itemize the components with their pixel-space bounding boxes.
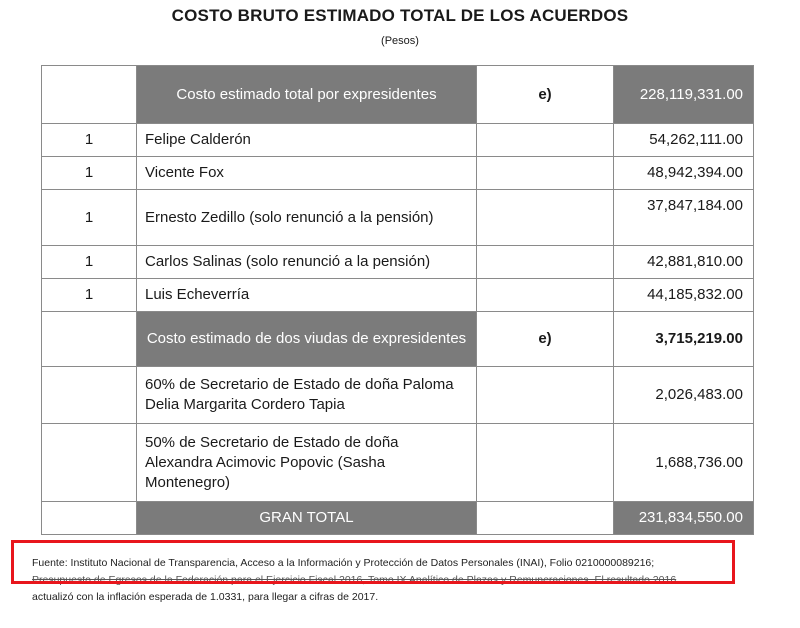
empty-cell: [477, 367, 614, 424]
empty-cell: [42, 502, 137, 535]
cost-table: [41, 65, 754, 535]
table-title: COSTO BRUTO ESTIMADO TOTAL DE LOS ACUERDOS: [171, 6, 629, 25]
table-row: [42, 190, 754, 246]
row-name: Ernesto Zedillo (solo renunció a la pensión): [137, 190, 477, 246]
section-header-row: [42, 66, 754, 124]
empty-cell: [477, 424, 614, 502]
row-count: 1: [42, 246, 137, 279]
row-amount: 2,026,483.00: [614, 367, 754, 424]
section2-total: 3,715,219.00: [614, 312, 754, 367]
table-row: [42, 246, 754, 279]
table-subtitle: (Pesos): [381, 35, 419, 47]
row-name: Carlos Salinas (solo renunció a la pensión): [137, 246, 477, 279]
footnote-line-1: Fuente: Instituto Nacional de Transparencia, Acceso a la Información y Protección de Datos Personales (INAI), Folio 0210000089216;: [32, 557, 655, 569]
empty-cell: [477, 124, 614, 157]
row-count: 1: [42, 157, 137, 190]
table-row: [42, 424, 754, 502]
highlight-box: [11, 540, 735, 584]
section-header-row: [42, 312, 754, 367]
empty-cell: [477, 502, 614, 535]
grand-total-amount: 231,834,550.00: [614, 502, 754, 535]
empty-cell: [42, 424, 137, 502]
section1-label: Costo estimado total por expresidentes: [137, 66, 477, 124]
table-row: [42, 157, 754, 190]
empty-cell: [477, 157, 614, 190]
empty-cell: [477, 279, 614, 312]
row-name: 50% de Secretario de Estado de doña Alexandra Acimovic Popovic (Sasha Montenegro): [137, 424, 477, 502]
row-count: 1: [42, 124, 137, 157]
row-amount: 48,942,394.00: [614, 157, 754, 190]
footnote-line-2: Presupuesto de Egresos de la Federación para el Ejercicio Fiscal 2016, Tomo IX Analítico de Plazas y Remuneraciones. El resultado 2016: [32, 574, 677, 586]
grand-total-row: [42, 502, 754, 535]
empty-cell: [477, 246, 614, 279]
table-row: [42, 124, 754, 157]
row-count: 1: [42, 279, 137, 312]
footnote-line-3: actualizó con la inflación esperada de 1.0331, para llegar a cifras de 2017.: [32, 591, 379, 603]
row-name: Luis Echeverría: [137, 279, 477, 312]
grand-total-label: GRAN TOTAL: [137, 502, 477, 535]
table-row: [42, 367, 754, 424]
row-name: Vicente Fox: [137, 157, 477, 190]
empty-cell: [42, 367, 137, 424]
empty-cell: [42, 66, 137, 124]
section1-code: e): [477, 66, 614, 124]
section2-code: e): [477, 312, 614, 367]
row-name: Felipe Calderón: [137, 124, 477, 157]
row-amount: 44,185,832.00: [614, 279, 754, 312]
section2-label: Costo estimado de dos viudas de expresidentes: [137, 312, 477, 367]
row-amount: 54,262,111.00: [614, 124, 754, 157]
row-name: 60% de Secretario de Estado de doña Paloma Delia Margarita Cordero Tapia: [137, 367, 477, 424]
row-amount: 37,847,184.00: [614, 190, 754, 246]
empty-cell: [42, 312, 137, 367]
section1-total: 228,119,331.00: [614, 66, 754, 124]
row-count: 1: [42, 190, 137, 246]
row-amount: 42,881,810.00: [614, 246, 754, 279]
row-amount: 1,688,736.00: [614, 424, 754, 502]
table-row: [42, 279, 754, 312]
empty-cell: [477, 190, 614, 246]
